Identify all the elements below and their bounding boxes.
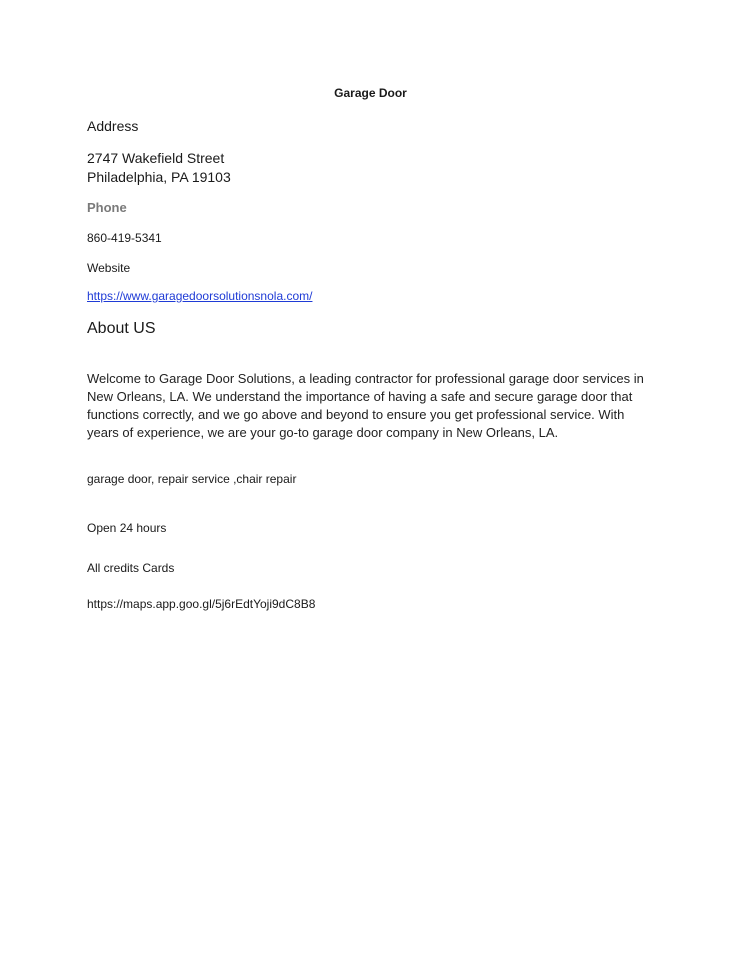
services-list: garage door, repair service ,chair repair bbox=[87, 472, 297, 486]
website-link[interactable]: https://www.garagedoorsolutionsnola.com/ bbox=[87, 289, 313, 303]
document-title: Garage Door bbox=[334, 86, 407, 100]
address-line-2: Philadelphia, PA 19103 bbox=[87, 169, 231, 185]
address-label: Address bbox=[87, 118, 139, 134]
payment-text: All credits Cards bbox=[87, 561, 175, 575]
about-paragraph: Welcome to Garage Door Solutions, a leading contractor for professional garage door services in New Orleans, LA. We understand the importance of having a safe and secure garage door that functions correctly, and we go above and beyond to ensure you get professional service. With years of experience, we are your go-to garage door company in New Orleans, LA. bbox=[87, 371, 644, 440]
website-label: Website bbox=[87, 261, 131, 275]
map-url-text: https://maps.app.goo.gl/5j6rEdtYoji9dC8B8 bbox=[87, 597, 316, 611]
about-heading: About US bbox=[87, 320, 156, 337]
hours-text: Open 24 hours bbox=[87, 521, 167, 535]
phone-value: 860-419-5341 bbox=[87, 231, 162, 245]
address-line-1: 2747 Wakefield Street bbox=[87, 150, 225, 166]
phone-label: Phone bbox=[87, 200, 127, 215]
